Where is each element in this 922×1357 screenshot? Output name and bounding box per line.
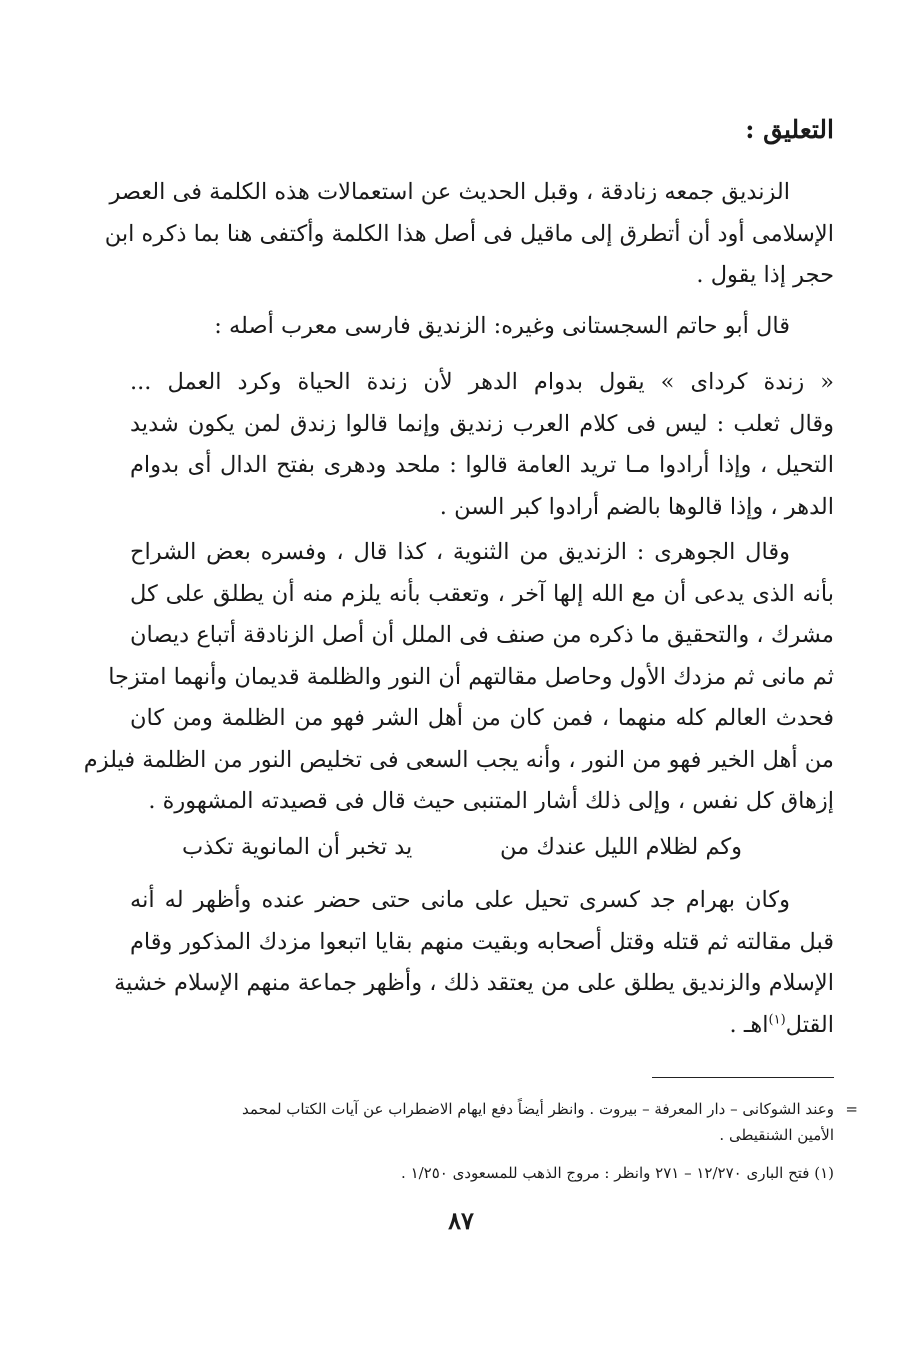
paragraph-line: وقال ثعلب : ليس فى كلام العرب زنديق وإنما قالوا زندق لمن يكون شديد — [130, 410, 834, 437]
paragraph-1 — [104, 172, 834, 297]
verse-second-hemistich: يد تخبر أن المانوية تكذب — [182, 834, 413, 860]
poetry-verse — [182, 826, 742, 868]
verse-first-hemistich: وكم لظلام الليل عندك من — [500, 834, 742, 860]
paragraph-line: مشرك ، والتحقيق ما ذكره من صنف فى الملل أن أصل الزنادقة أتباع ديصان — [130, 622, 834, 648]
footnote-1 — [130, 1160, 834, 1186]
paragraph-text: اهـ . — [729, 1011, 769, 1038]
paragraph-line: ثم مانى ثم مزدك الأول وحاصل مقالتهم أن النور والظلمة قديمان وأنهما امتزجا — [108, 663, 834, 690]
footnote-reference[interactable]: (١) — [768, 1012, 786, 1027]
paragraph-3 — [130, 362, 834, 528]
paragraph-5 — [114, 880, 834, 1046]
paragraph-4 — [83, 532, 834, 823]
paragraph-line: الدهر ، وإذا قالوها بالضم أرادوا كبر السن . — [439, 493, 834, 520]
footnote-line: الأمين الشنقيطى . — [719, 1126, 834, 1144]
paragraph-line: الإسلام والزنديق يطلق على من يعتقد ذلك ، وأظهر جماعة منهم الإسلام خشية — [114, 970, 834, 996]
paragraph-line: قال أبو حاتم السجستانى وغيره: الزنديق فارسى معرب أصله : — [214, 313, 790, 339]
footnote-line: (١) فتح البارى ١٢/٢٧٠ – ٢٧١ وانظر : مروج الذهب للمسعودى ١/٢٥٠ . — [401, 1164, 834, 1182]
paragraph-text: القتل — [785, 1011, 834, 1038]
paragraph-2 — [130, 306, 834, 348]
page-number: ٨٧ — [448, 1206, 474, 1235]
paragraph-line: وكان بهرام جد كسرى تحيل على مانى حتى حضر عنده وأظهر له أنه — [130, 887, 790, 913]
paragraph-line: التحيل ، وإذا أرادوا مـا تريد العامة قالوا : ملحد ودهرى بفتح الدال أى بدوام — [130, 452, 834, 478]
paragraph-line: « زندة كرداى » يقول بدوام الدهر لأن زندة الحياة وكرد العمل ... — [130, 369, 834, 395]
paragraph-line: من أهل الخير فهو من النور ، وأنه يجب السعى فى تخليص النور من الظلمة فيلزم — [83, 746, 834, 773]
footnote-line: وعند الشوكانى – دار المعرفة – بيروت . وانظر أيضاً دفع ايهام الاضطراب عن آيات الكتاب لمحمد — [242, 1100, 834, 1118]
continuation-marker: = — [845, 1100, 858, 1118]
paragraph-line: فحدث العالم كله منهما ، فمن كان من أهل الشر فهو من الظلمة ومن كان — [130, 705, 834, 731]
paragraph-line: الإسلامى أود أن أتطرق إلى ماقيل فى أصل هذا الكلمة وأكتفى هنا بما ذكره ابن — [104, 220, 834, 247]
paragraph-line-with-footnote-ref — [130, 1005, 834, 1047]
paragraph-line: حجر إذا يقول . — [696, 262, 834, 288]
section-heading: التعليق : — [745, 115, 834, 144]
paragraph-line: قبل مقالته ثم قتله وقتل أصحابه وبقيت منهم بقايا اتبعوا مزدك المذكور وقام — [130, 928, 834, 955]
paragraph-line: الزنديق جمعه زنادقة ، وقبل الحديث عن استعمالات هذه الكلمة فى العصر — [109, 179, 790, 205]
paragraph-line: إزهاق كل نفس ، وإلى ذلك أشار المتنبى حيث قال فى قصيدته المشهورة . — [148, 788, 834, 814]
paragraph-line: بأنه الذى يدعى أن مع الله إلها آخر ، وتعقب بأنه يلزم منه أن يطلق على كل — [130, 580, 834, 607]
footnote-separator — [652, 1077, 834, 1078]
paragraph-line: وقال الجوهرى : الزنديق من الثنوية ، كذا قال ، وفسره بعض الشراح — [130, 539, 790, 565]
footnote-continuation — [130, 1096, 858, 1148]
